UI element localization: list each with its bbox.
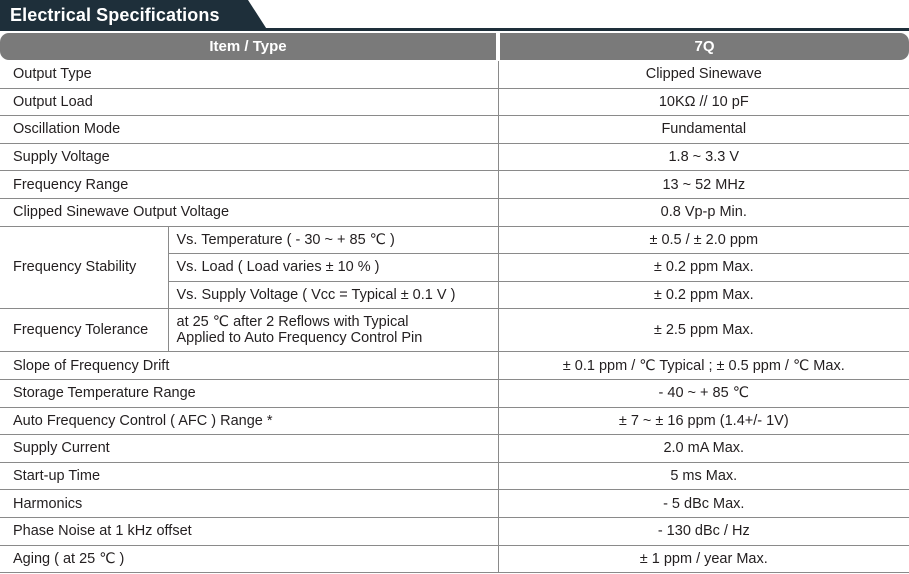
row-label: Output Type: [0, 61, 498, 88]
table-row: [0, 407, 909, 435]
row-value: ± 2.5 ppm Max.: [498, 309, 909, 352]
row-sub-label: Vs. Supply Voltage ( Vcc = Typical ± 0.1 V ): [168, 281, 498, 309]
row-value: 5 ms Max.: [498, 462, 909, 490]
row-label: Frequency Tolerance: [0, 309, 168, 352]
row-label: Clipped Sinewave Output Voltage: [0, 198, 498, 226]
spec-table: [0, 61, 909, 573]
condition-line: Applied to Auto Frequency Control Pin: [176, 330, 423, 347]
row-label: Supply Current: [0, 435, 498, 463]
row-label: Aging ( at 25 ℃ ): [0, 545, 498, 573]
row-label: Harmonics: [0, 490, 498, 518]
row-value: ± 0.5 / ± 2.0 ppm: [498, 226, 909, 254]
condition-line: at 25 ℃ after 2 Reflows with Typical: [176, 314, 409, 331]
row-value: Fundamental: [498, 116, 909, 144]
row-value: 1.8 ~ 3.3 V: [498, 143, 909, 171]
row-value: Clipped Sinewave: [498, 61, 909, 88]
row-value: ± 0.1 ppm / ℃ Typical ; ± 0.5 ppm / ℃ Max.: [498, 352, 909, 380]
table-row: [0, 143, 909, 171]
row-label: Storage Temperature Range: [0, 379, 498, 407]
table-row: [0, 435, 909, 463]
row-label: Auto Frequency Control ( AFC ) Range *: [0, 407, 498, 435]
row-value: ± 0.2 ppm Max.: [498, 254, 909, 282]
table-row: [0, 61, 909, 88]
row-sub-label: Vs. Load ( Load varies ± 10 % ): [168, 254, 498, 282]
row-label: Slope of Frequency Drift: [0, 352, 498, 380]
table-row: [0, 116, 909, 144]
row-group-label: Frequency Stability: [0, 226, 168, 309]
table-row: [0, 462, 909, 490]
table-row: [0, 309, 909, 352]
row-value: - 40 ~ + 85 ℃: [498, 379, 909, 407]
title-rule: [0, 28, 909, 31]
row-value: 10KΩ // 10 pF: [498, 88, 909, 116]
table-row: [0, 517, 909, 545]
table-row: [0, 352, 909, 380]
row-label: Oscillation Mode: [0, 116, 498, 144]
row-sub-label: Vs. Temperature ( - 30 ~ + 85 ℃ ): [168, 226, 498, 254]
column-header-model: 7Q: [500, 33, 909, 60]
table-row: [0, 490, 909, 518]
row-label: Output Load: [0, 88, 498, 116]
row-label: Start-up Time: [0, 462, 498, 490]
table-row: [0, 171, 909, 199]
row-value: ± 7 ~ ± 16 ppm (1.4+/- 1V): [498, 407, 909, 435]
row-value: 2.0 mA Max.: [498, 435, 909, 463]
column-header-item-type: Item / Type: [0, 33, 496, 60]
section-title: Electrical Specifications: [10, 5, 220, 25]
row-value: ± 1 ppm / year Max.: [498, 545, 909, 573]
table-row: [0, 88, 909, 116]
row-label: Supply Voltage: [0, 143, 498, 171]
row-label: Phase Noise at 1 kHz offset: [0, 517, 498, 545]
row-label: Frequency Range: [0, 171, 498, 199]
table-row: [0, 226, 909, 254]
row-condition: [168, 309, 498, 352]
table-row: [0, 379, 909, 407]
row-value: - 130 dBc / Hz: [498, 517, 909, 545]
row-value: 0.8 Vp-p Min.: [498, 198, 909, 226]
table-row: [0, 198, 909, 226]
row-value: ± 0.2 ppm Max.: [498, 281, 909, 309]
row-value: 13 ~ 52 MHz: [498, 171, 909, 199]
table-row: [0, 545, 909, 573]
row-value: - 5 dBc Max.: [498, 490, 909, 518]
